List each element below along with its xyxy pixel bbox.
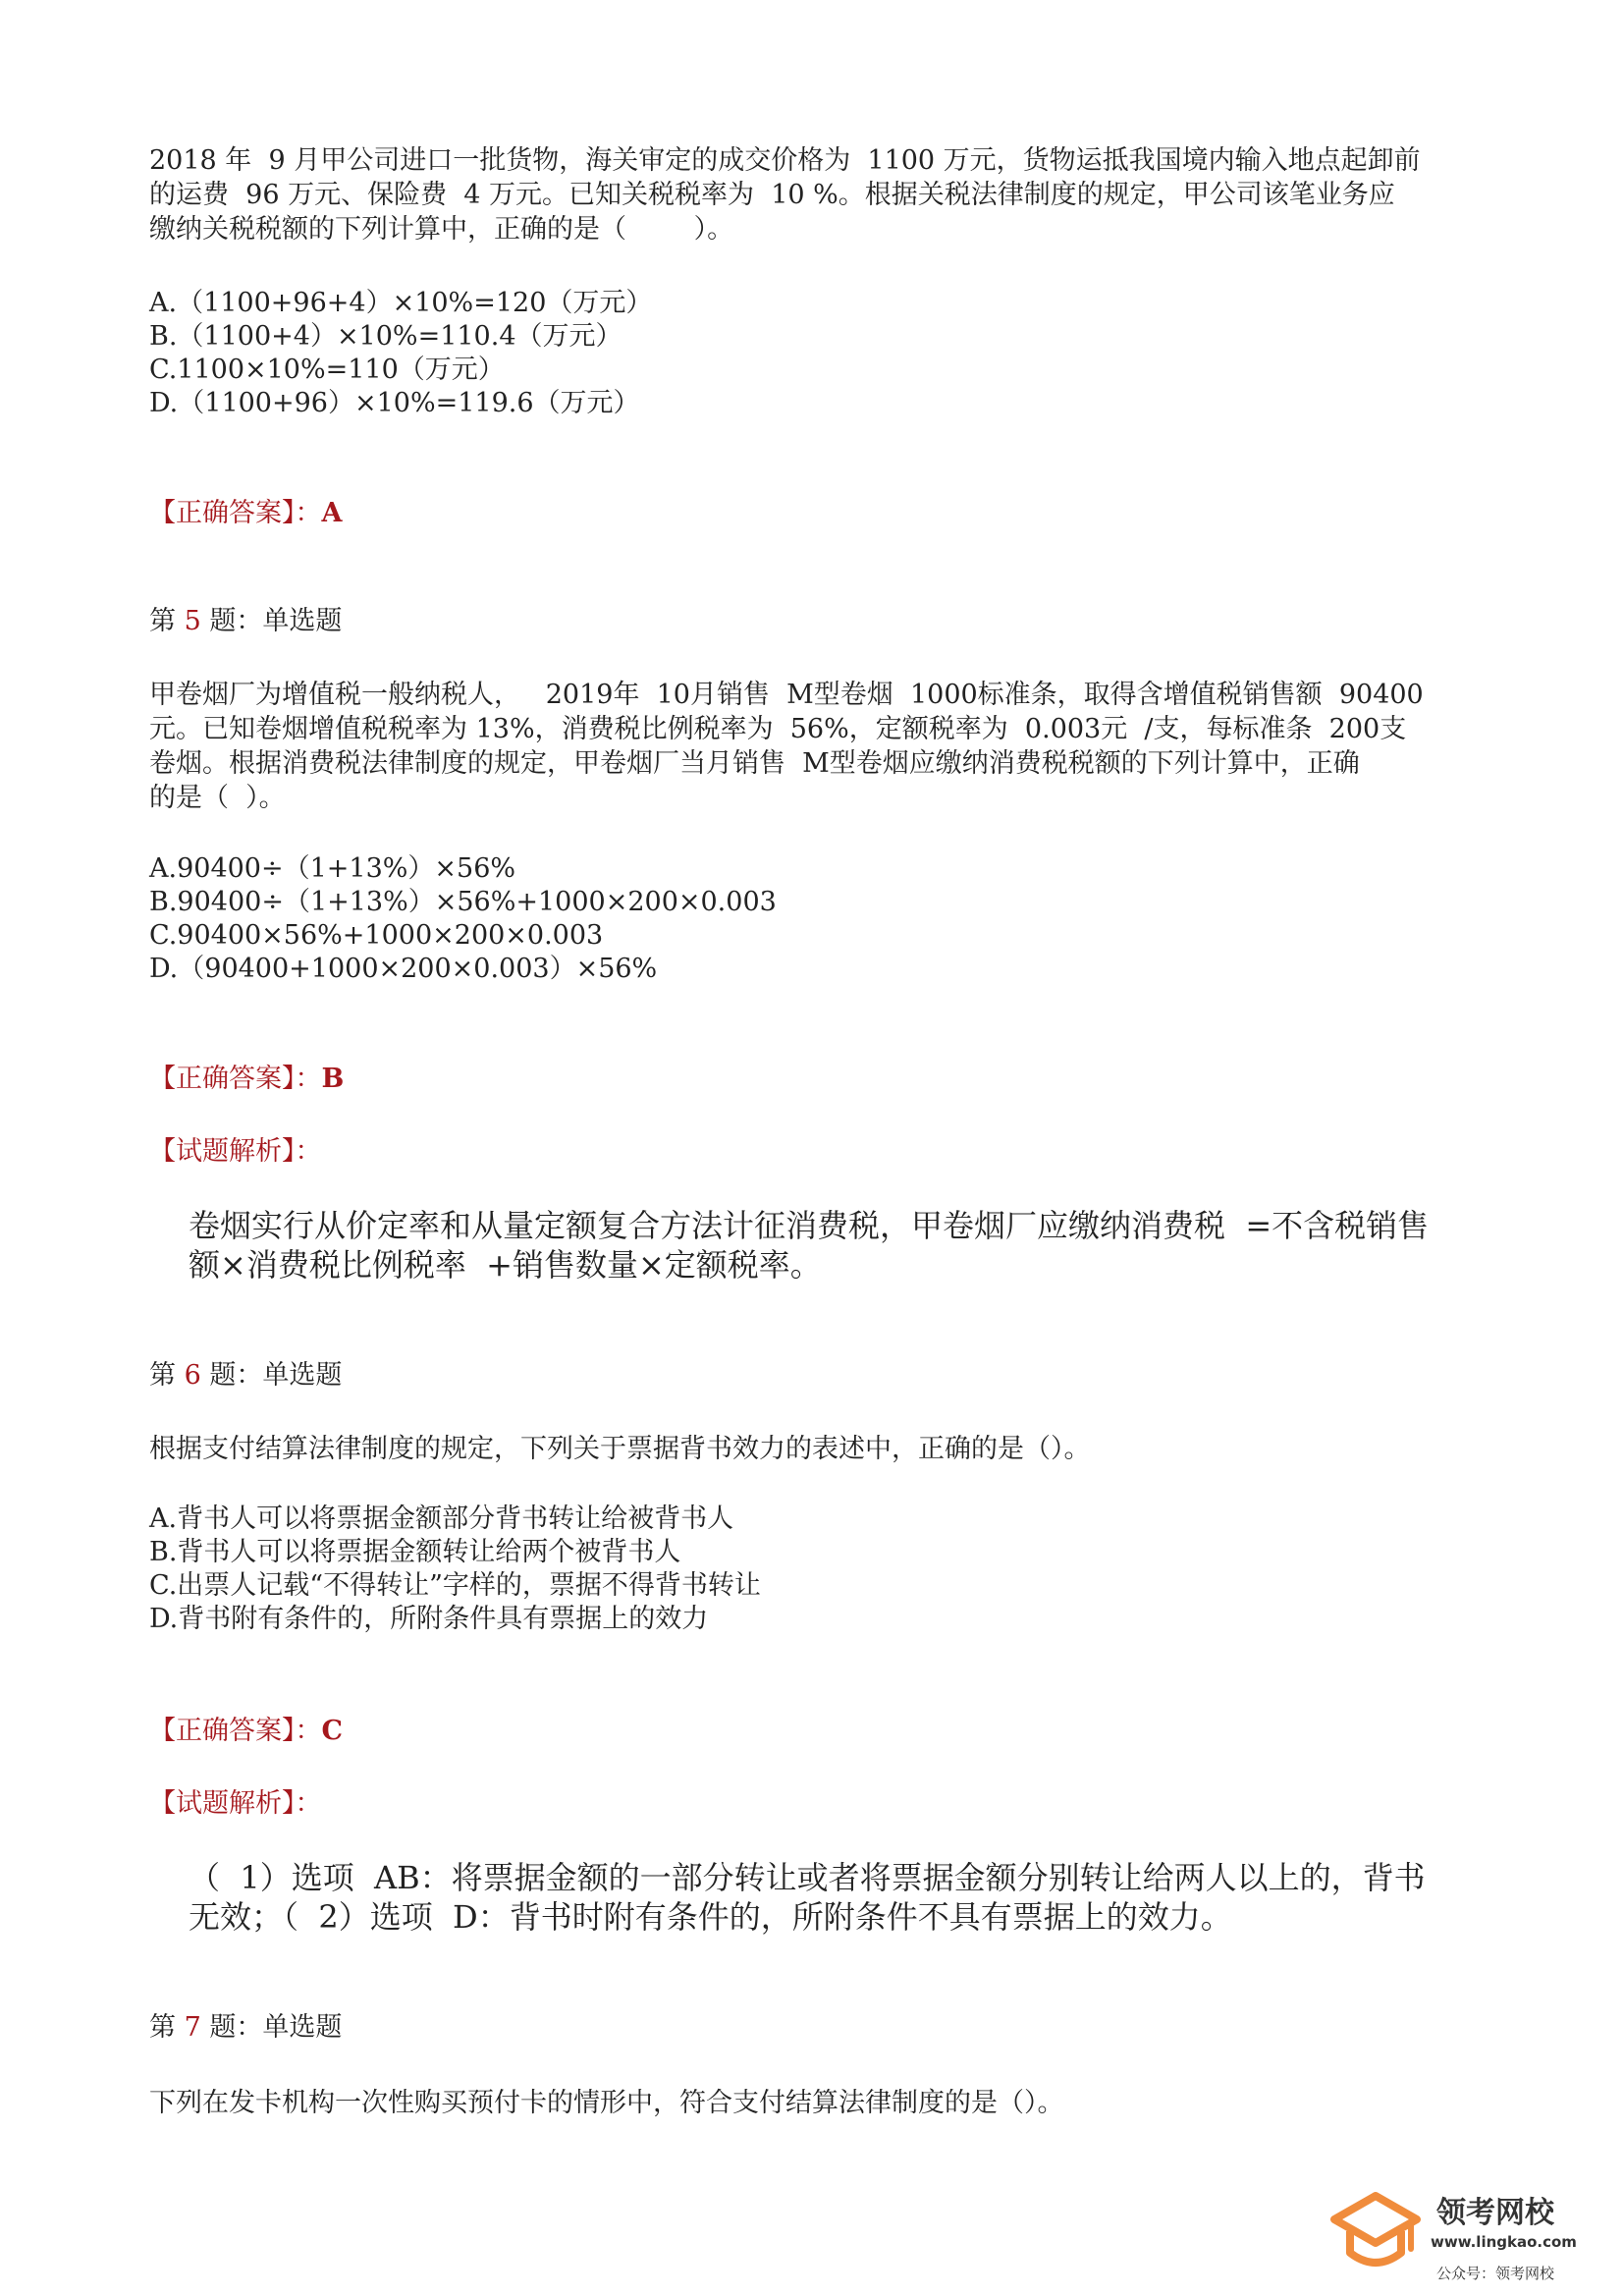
question-number: 6 [184, 1360, 201, 1391]
q6-stem: 根据支付结算法律制度的规定，下列关于票据背书效力的表述中，正确的是（）。 [149, 1434, 1091, 1464]
q4-options [149, 287, 1485, 420]
question-prefix: 第 [149, 1360, 185, 1391]
q4-option-b: B.（1100+4）×10%=110.4（万元） [149, 321, 622, 352]
question-type: 题：单选题 [200, 1360, 343, 1391]
answer-value: B [321, 1064, 345, 1094]
q6-answer [149, 1715, 1485, 1748]
logo-url: www.lingkao.com [1431, 2233, 1577, 2251]
graduation-cap-icon [1328, 2186, 1423, 2280]
q7-header [149, 2011, 1485, 2045]
q5-option-a: A.90400÷（1+13%）×56% [149, 853, 516, 884]
q6-analysis-label: 【试题解析】： [149, 1788, 322, 1819]
logo-name: 领考网校 [1436, 2196, 1554, 2230]
q4-stem: 2018 年 9 月甲公司进口一批货物，海关审定的成交价格为 1100 万元，货物运抵我国境内输入地点起卸前 的运费 96 万元、保险费 4 万元。已知关税税率为 10 %。根据关税法律制度的规定，甲公司该笔业务应 缴纳关税税额的下列计算中，正确的是（ ）。 [149, 145, 1421, 245]
question-type: 题：单选题 [200, 606, 343, 636]
question-number: 7 [184, 2012, 201, 2043]
q5-options [149, 852, 1485, 986]
q6-analysis: （ 1）选项 AB：将票据金额的一部分转让或者将票据金额分别转让给两人以上的，背书 无效；（ 2）选项 D：背书时附有条件的，所附条件不具有票据上的效力。 [189, 1859, 1426, 1936]
q6-header [149, 1359, 1485, 1393]
q4-option-c: C.1100×10%=110（万元） [149, 355, 505, 385]
q5-option-b: B.90400÷（1+13%）×56%+1000×200×0.003 [149, 887, 777, 917]
q5-stem: 甲卷烟厂为增值税一般纳税人， 2019年 10月销售 M型卷烟 1000标准条，取得含增值税销售额 90400 元。已知卷烟增值税税率为 13%，消费税比例税率为 56%，定额税率为 0.003元 /支，每标准条 200支 卷烟。根据消费税法律制度的规定，甲卷烟厂当月销售 M型卷烟应缴纳消费税税额的下列计算中，正确 的是（ ）。 [149, 680, 1424, 813]
q6-option-b: B.背书人可以将票据金额转让给两个被背书人 [149, 1537, 681, 1567]
q5-analysis-label: 【试题解析】： [149, 1136, 322, 1167]
q6-option-c: C.出票人记载“不得转让”字样的，票据不得背书转让 [149, 1570, 761, 1601]
question-prefix: 第 [149, 606, 185, 636]
q6-option-d: D.背书附有条件的，所附条件具有票据上的效力 [149, 1604, 709, 1634]
q7-stem: 下列在发卡机构一次性购买预付卡的情形中，符合支付结算法律制度的是（）。 [149, 2088, 1064, 2118]
q5-header [149, 605, 1485, 638]
lingkao-logo [1321, 2182, 1596, 2290]
logo-wechat: 公众号：领考网校 [1436, 2265, 1555, 2282]
q4-option-d: D.（1100+96）×10%=119.6（万元） [149, 388, 640, 418]
q6-option-a: A.背书人可以将票据金额部分背书转让给被背书人 [149, 1503, 734, 1534]
q5-analysis: 卷烟实行从价定率和从量定额复合方法计征消费税，甲卷烟厂应缴纳消费税 =不含税销售 额×消费税比例税率 +销售数量×定额税率。 [189, 1207, 1430, 1284]
q4-option-a: A.（1100+96+4）×10%=120（万元） [149, 288, 653, 318]
q5-option-c: C.90400×56%+1000×200×0.003 [149, 920, 604, 951]
answer-label: 【正确答案】： [149, 1064, 322, 1094]
question-type: 题：单选题 [200, 2012, 343, 2043]
answer-value: C [321, 1716, 343, 1746]
question-prefix: 第 [149, 2012, 185, 2043]
answer-value: A [321, 498, 343, 528]
q5-option-d: D.（90400+1000×200×0.003）×56% [149, 954, 658, 984]
q6-options [149, 1503, 1485, 1636]
answer-label: 【正确答案】： [149, 498, 322, 528]
answer-label: 【正确答案】： [149, 1716, 322, 1746]
q4-answer [149, 497, 1485, 530]
q5-answer [149, 1063, 1485, 1096]
question-number: 5 [184, 606, 201, 636]
